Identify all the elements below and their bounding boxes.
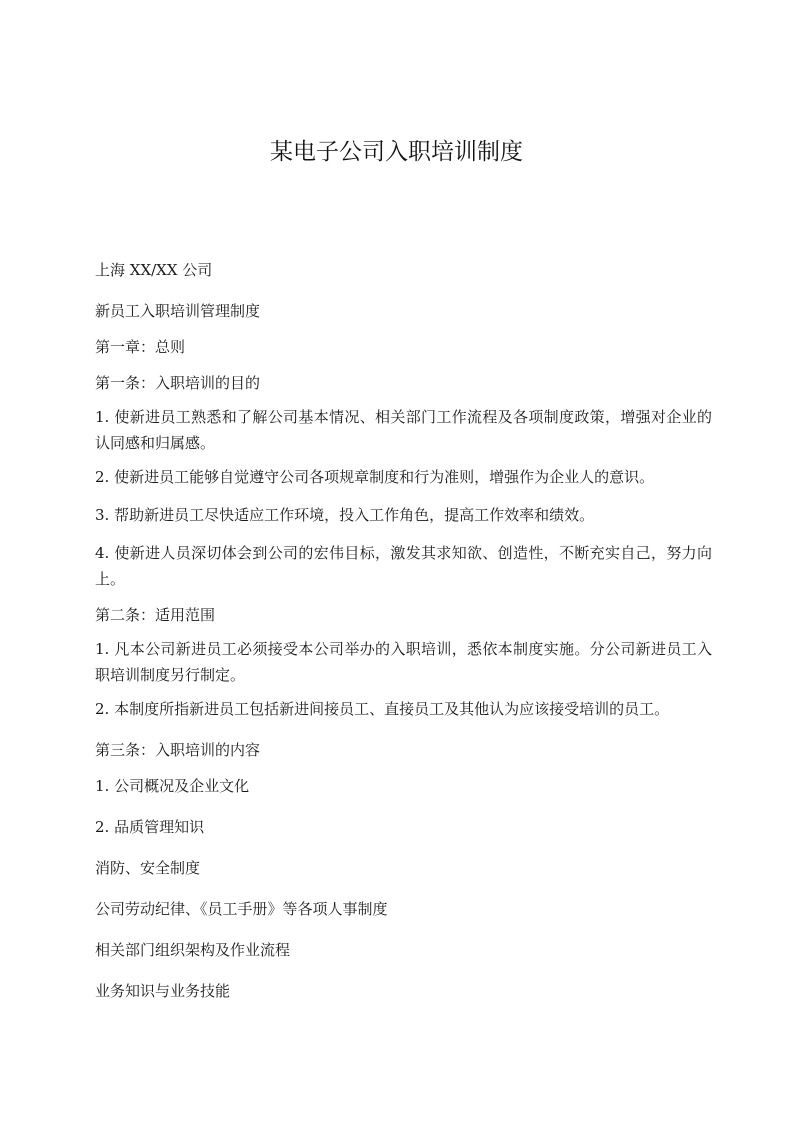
article-3-item-1: 1. 公司概况及企业文化 (95, 777, 250, 795)
article-3-item-2: 2. 品质管理知识 (95, 818, 205, 836)
article-1-item-1: 1. 使新进员工熟悉和了解公司基本情况、相关部门工作流程及各项制度政策，增强对企业的认同感和归属感。 (95, 408, 712, 452)
article-1-item-4: 4. 使新进人员深切体会到公司的宏伟目标，激发其求知欲、创造性，不断充实自己，努力向上。 (95, 544, 712, 588)
article-3-item-4: 公司劳动纪律、《员工手册》等各项人事制度 (95, 900, 388, 918)
article-3-item-3: 消防、安全制度 (95, 859, 201, 877)
document-title: 某电子公司入职培训制度 (270, 139, 523, 165)
chapter-heading: 第一章：总则 (95, 338, 186, 356)
company-name: 上海 XX/XX 公司 (95, 261, 213, 279)
policy-heading: 新员工入职培训管理制度 (95, 302, 261, 320)
article-heading-1: 第一条：入职培训的目的 (95, 374, 261, 392)
article-3-item-5: 相关部门组织架构及作业流程 (95, 941, 291, 959)
article-1-item-3: 3. 帮助新进员工尽快适应工作环境，投入工作角色，提高工作效率和绩效。 (95, 506, 595, 524)
document-body (95, 257, 712, 1004)
article-heading-2: 第二条：适用范围 (95, 606, 216, 624)
article-3-item-6: 业务知识与业务技能 (95, 982, 231, 1000)
article-2-item-1: 1. 凡本公司新进员工必须接受本公司举办的入职培训，悉依本制度实施。分公司新进员工入职培训制度另行制定。 (95, 640, 712, 684)
article-heading-3: 第三条：入职培训的内容 (95, 741, 261, 759)
article-2-item-2: 2. 本制度所指新进员工包括新进间接员工、直接员工及其他认为应该接受培训的员工。 (95, 700, 670, 718)
article-1-item-2: 2. 使新进员工能够自觉遵守公司各项规章制度和行为准则，增强作为企业人的意识。 (95, 468, 655, 486)
